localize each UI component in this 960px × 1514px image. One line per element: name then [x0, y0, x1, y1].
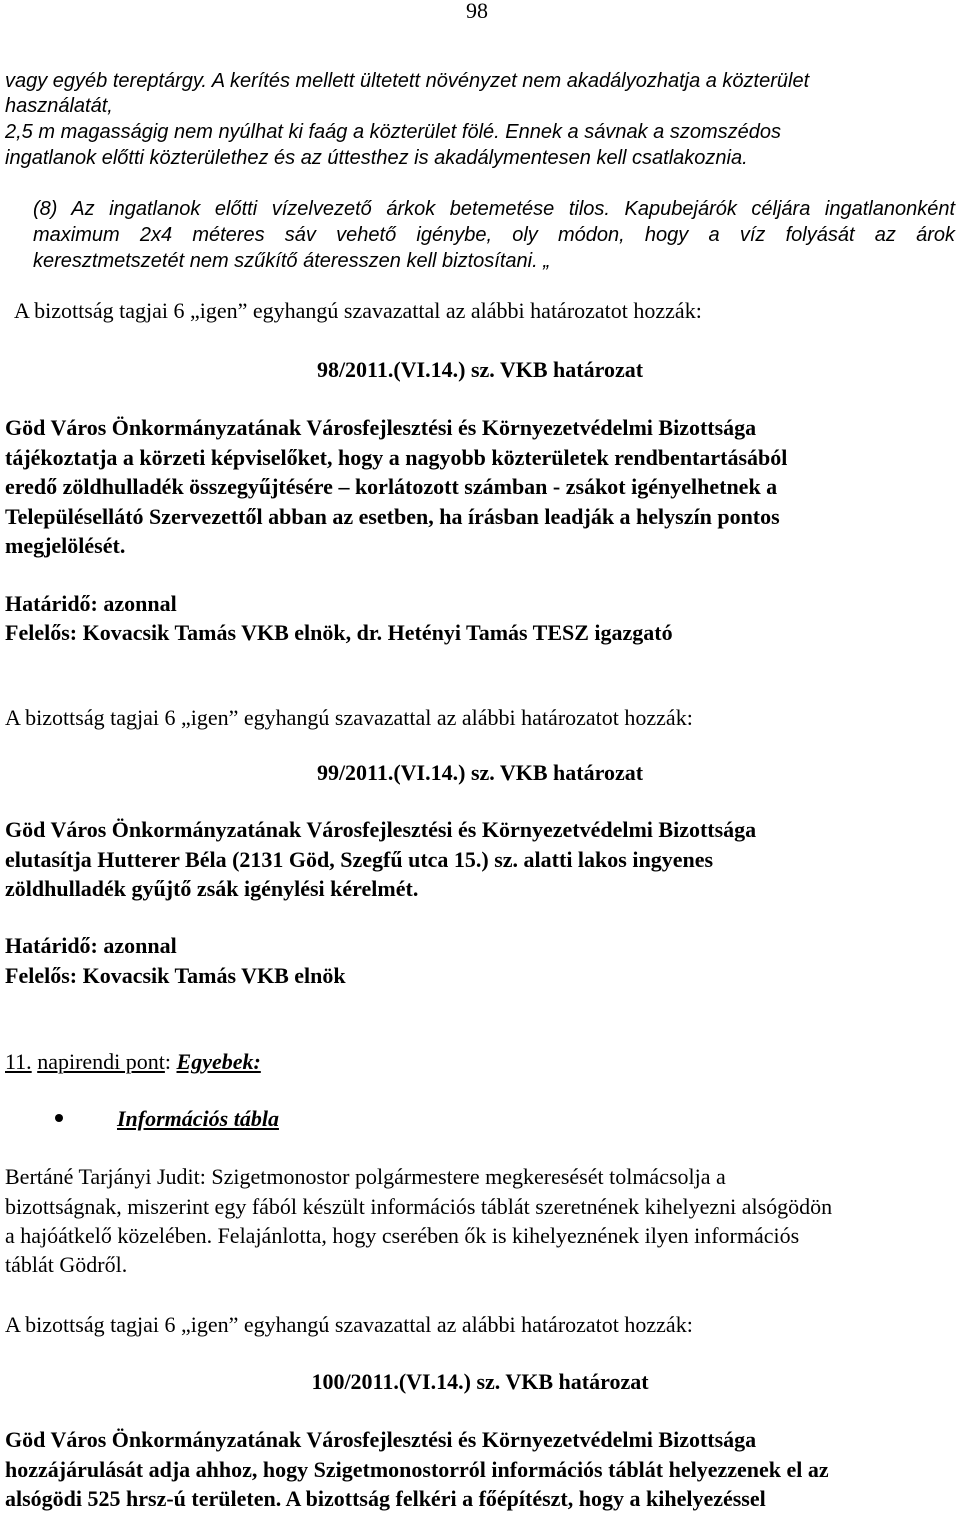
- vote-statement: A bizottság tagjai 6 „igen” egyhangú szavazattal az alábbi határozatot hozzák:: [5, 705, 693, 730]
- intro-line: vagy egyéb tereptárgy. A kerítés mellett ültetett növényzet nem akadályozhatja a közterület: [5, 70, 810, 92]
- agenda-heading: [5, 1047, 955, 1077]
- resolution-line: zöldhulladék gyűjtő zsák igénylési kérelmét.: [5, 876, 419, 901]
- paragraph-line: a hajóátkelő közelében. Felajánlotta, hogy cserében ők is kihelyeznének ilyen információs: [5, 1223, 800, 1248]
- resolution-line: Göd Város Önkormányzatának Városfejlesztési és Környezetvédelmi Bizottsága: [5, 1427, 757, 1452]
- vote-statement: A bizottság tagjai 6 „igen” egyhangú szavazattal az alábbi határozatot hozzák:: [5, 1312, 693, 1337]
- page-number: 98: [466, 0, 488, 23]
- vote-statement: A bizottság tagjai 6 „igen” egyhangú szavazattal az alábbi határozatot hozzák:: [14, 298, 702, 323]
- resolution-number: 98/2011.(VI.14.) sz. VKB határozat: [316, 357, 644, 382]
- paragraph-8-line: (8) Az ingatlanok előtti vízelvezető árkok betemetése tilos. Kapubejárók céljára ingatlanonként: [33, 198, 955, 220]
- bullet-icon: [55, 1114, 63, 1122]
- resolution-line: Göd Város Önkormányzatának Városfejlesztési és Környezetvédelmi Bizottsága: [5, 415, 757, 440]
- intro-line: ingatlanok előtti közterülethez és az úttesthez is akadálymentesen kell csatlakoznia.: [5, 147, 748, 169]
- agenda-number: 11.: [5, 1049, 32, 1074]
- resolution-line: Településellátó Szervezettől abban az esetben, ha írásban leadják a helyszín pontos: [5, 504, 780, 529]
- intro-line: használatát,: [5, 95, 113, 117]
- intro-line: 2,5 m magasságig nem nyúlhat ki faág a közterület fölé. Ennek a sávnak a szomszédos: [5, 121, 781, 143]
- deadline: Határidő: azonnal: [5, 933, 177, 958]
- resolution-line: hozzájárulását adja ahhoz, hogy Szigetmonostorról információs táblát helyezzenek el az: [5, 1457, 829, 1482]
- resolution-line: tájékoztatja a körzeti képviselőket, hogy a nagyobb közterületek rendbentartásából: [5, 445, 788, 470]
- paragraph-line: Bertáné Tarjányi Judit: Szigetmonostor polgármestere megkeresését tolmácsolja a: [5, 1164, 726, 1189]
- agenda-title: Egyebek:: [176, 1049, 261, 1074]
- agenda-colon: :: [164, 1049, 172, 1074]
- agenda-label: napirendi pont: [37, 1049, 165, 1074]
- bullet-item-title: Információs tábla: [117, 1106, 279, 1131]
- responsible: Felelős: Kovacsik Tamás VKB elnök: [5, 963, 346, 988]
- resolution-line: megjelölését.: [5, 533, 126, 558]
- resolution-line: Göd Város Önkormányzatának Városfejlesztési és Környezetvédelmi Bizottsága: [5, 817, 757, 842]
- paragraph-line: táblát Gödről.: [5, 1252, 128, 1277]
- responsible: Felelős: Kovacsik Tamás VKB elnök, dr. Hetényi Tamás TESZ igazgató: [5, 620, 673, 645]
- deadline: Határidő: azonnal: [5, 591, 177, 616]
- paragraph-8-line: keresztmetszetét nem szűkítő áteresszen kell biztosítani. „: [33, 250, 550, 272]
- paragraph-8-line: maximum 2x4 méteres sáv vehető igénybe, oly módon, hogy a víz folyását az árok: [33, 224, 955, 246]
- resolution-number: 100/2011.(VI.14.) sz. VKB határozat: [311, 1369, 649, 1394]
- paragraph-line: bizottságnak, miszerint egy fából készült információs táblát szeretnének kihelyezni alsógödön: [5, 1194, 833, 1219]
- resolution-line: eredő zöldhulladék összegyűjtésére – korlátozott számban - zsákot igényelhetnek a: [5, 474, 778, 499]
- resolution-number: 99/2011.(VI.14.) sz. VKB határozat: [316, 760, 644, 785]
- resolution-line: alsógödi 525 hrsz-ú területen. A bizottság felkéri a főépítészt, hogy a kihelyezéssel: [5, 1486, 766, 1511]
- resolution-line: elutasítja Hutterer Béla (2131 Göd, Szegfű utca 15.) sz. alatti lakos ingyenes: [5, 847, 714, 872]
